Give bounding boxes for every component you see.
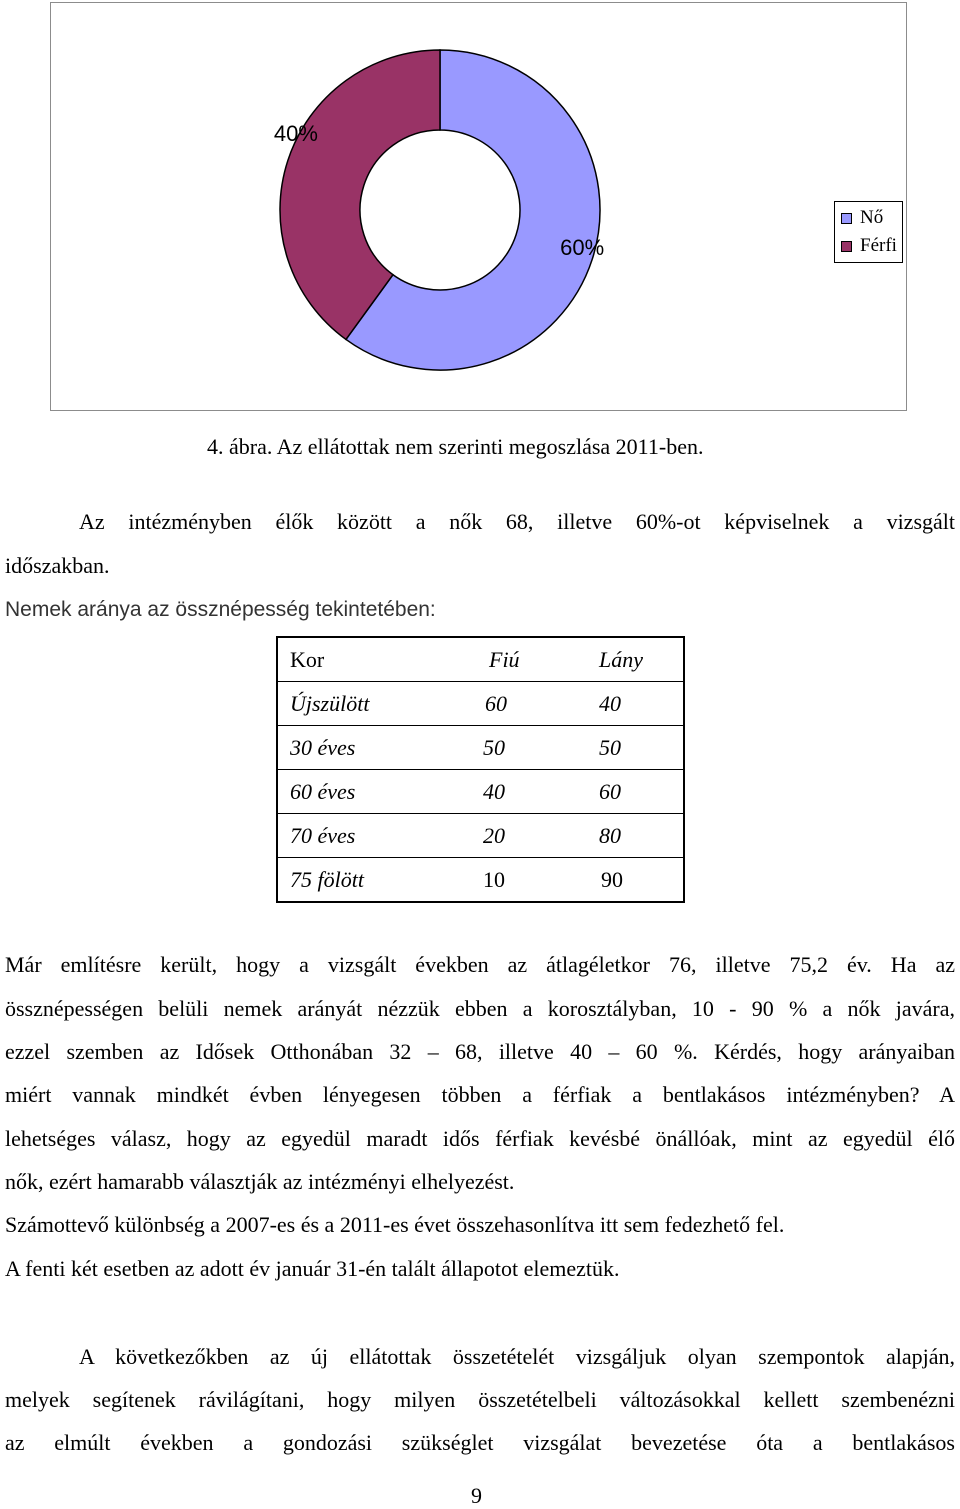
table-header-row	[277, 637, 684, 682]
table-row	[277, 770, 684, 814]
cell-age: 30 éves	[277, 726, 465, 770]
cell-fiu: 20	[465, 814, 599, 858]
paragraph1-line-4: miért vannak mindkét évben lényegesen többen a férfiak a bentlakásos intézményben? A	[5, 1082, 955, 1107]
paragraph1-line-2: össznépességen belüli nemek arányát nézzük ebben a korosztályban, 10 - 90 % a nők javára,	[5, 996, 955, 1021]
donut-chart	[51, 3, 908, 412]
cell-lany: 40	[599, 682, 684, 726]
table-row	[277, 726, 684, 770]
paragraph1-line-5: lehetséges válasz, hogy az egyedül maradt idős férfiak kevésbé önállóak, mint az egyedül élő	[5, 1126, 955, 1151]
cell-lany: 90	[599, 858, 684, 903]
legend-swatch-ferfi	[841, 241, 852, 252]
paragraph3-line-3: az elmúlt években a gondozási szükséglet vizsgálat bevezetése óta a bentlakásos	[5, 1430, 955, 1455]
table-row	[277, 682, 684, 726]
cell-age: 75 fölött	[277, 858, 465, 903]
intro-line-2: időszakban.	[5, 553, 110, 578]
paragraph3-line-1: A következőkben az új ellátottak összetételét vizsgáljuk olyan szempontok alapján,	[79, 1344, 955, 1369]
cell-age: 60 éves	[277, 770, 465, 814]
cell-age: 70 éves	[277, 814, 465, 858]
legend-label-no: Nő	[860, 207, 884, 228]
legend-label-ferfi: Férfi	[860, 235, 897, 256]
chart-legend	[834, 201, 903, 263]
header-fiu: Fiú	[465, 637, 599, 682]
header-lany: Lány	[599, 637, 684, 682]
paragraph1-line-3: ezzel szemben az Idősek Otthonában 32 – 68, illetve 40 – 60 %. Kérdés, hogy arányaiban	[5, 1039, 955, 1064]
cell-lany: 50	[599, 726, 684, 770]
chart-frame	[50, 2, 907, 411]
cell-fiu: 60	[465, 682, 599, 726]
table-intro: Nemek aránya az össznépesség tekintetében:	[5, 598, 436, 621]
cell-lany: 60	[599, 770, 684, 814]
table-row	[277, 858, 684, 903]
legend-swatch-no	[841, 213, 852, 224]
cell-fiu: 50	[465, 726, 599, 770]
donut-label-0: 60%	[560, 235, 605, 261]
table-row	[277, 814, 684, 858]
donut-label-1: 40%	[273, 120, 318, 146]
paragraph2-line-1: Számottevő különbség a 2007-es és a 2011-es évet összehasonlítva itt sem fedezhető fel.	[5, 1212, 785, 1237]
gender-ratio-table	[276, 636, 685, 903]
header-kor: Kor	[277, 637, 465, 682]
page-number: 9	[471, 1483, 482, 1508]
intro-line-1: Az intézményben élők között a nők 68, illetve 60%-ot képviselnek a vizsgált	[79, 509, 955, 534]
paragraph2-line-2: A fenti két esetben az adott év január 31-én talált állapotot elemeztük.	[5, 1256, 620, 1281]
legend-entry-ferfi	[841, 235, 897, 257]
cell-fiu: 10	[465, 858, 599, 903]
paragraph1-line-1: Már említésre került, hogy a vizsgált években az átlagéletkor 76, illetve 75,2 év. Ha az	[5, 952, 955, 977]
paragraph3-line-2: melyek segítenek rávilágítani, hogy milyen összetételbeli változásokkal kellett szembenézni	[5, 1387, 955, 1412]
cell-lany: 80	[599, 814, 684, 858]
cell-age: Újszülött	[277, 682, 465, 726]
figure-caption: 4. ábra. Az ellátottak nem szerinti megoszlása 2011-ben.	[207, 434, 704, 459]
legend-entry-no	[841, 207, 883, 229]
paragraph1-line-6: nők, ezért hamarabb választják az intézményi elhelyezést.	[5, 1169, 515, 1194]
cell-fiu: 40	[465, 770, 599, 814]
